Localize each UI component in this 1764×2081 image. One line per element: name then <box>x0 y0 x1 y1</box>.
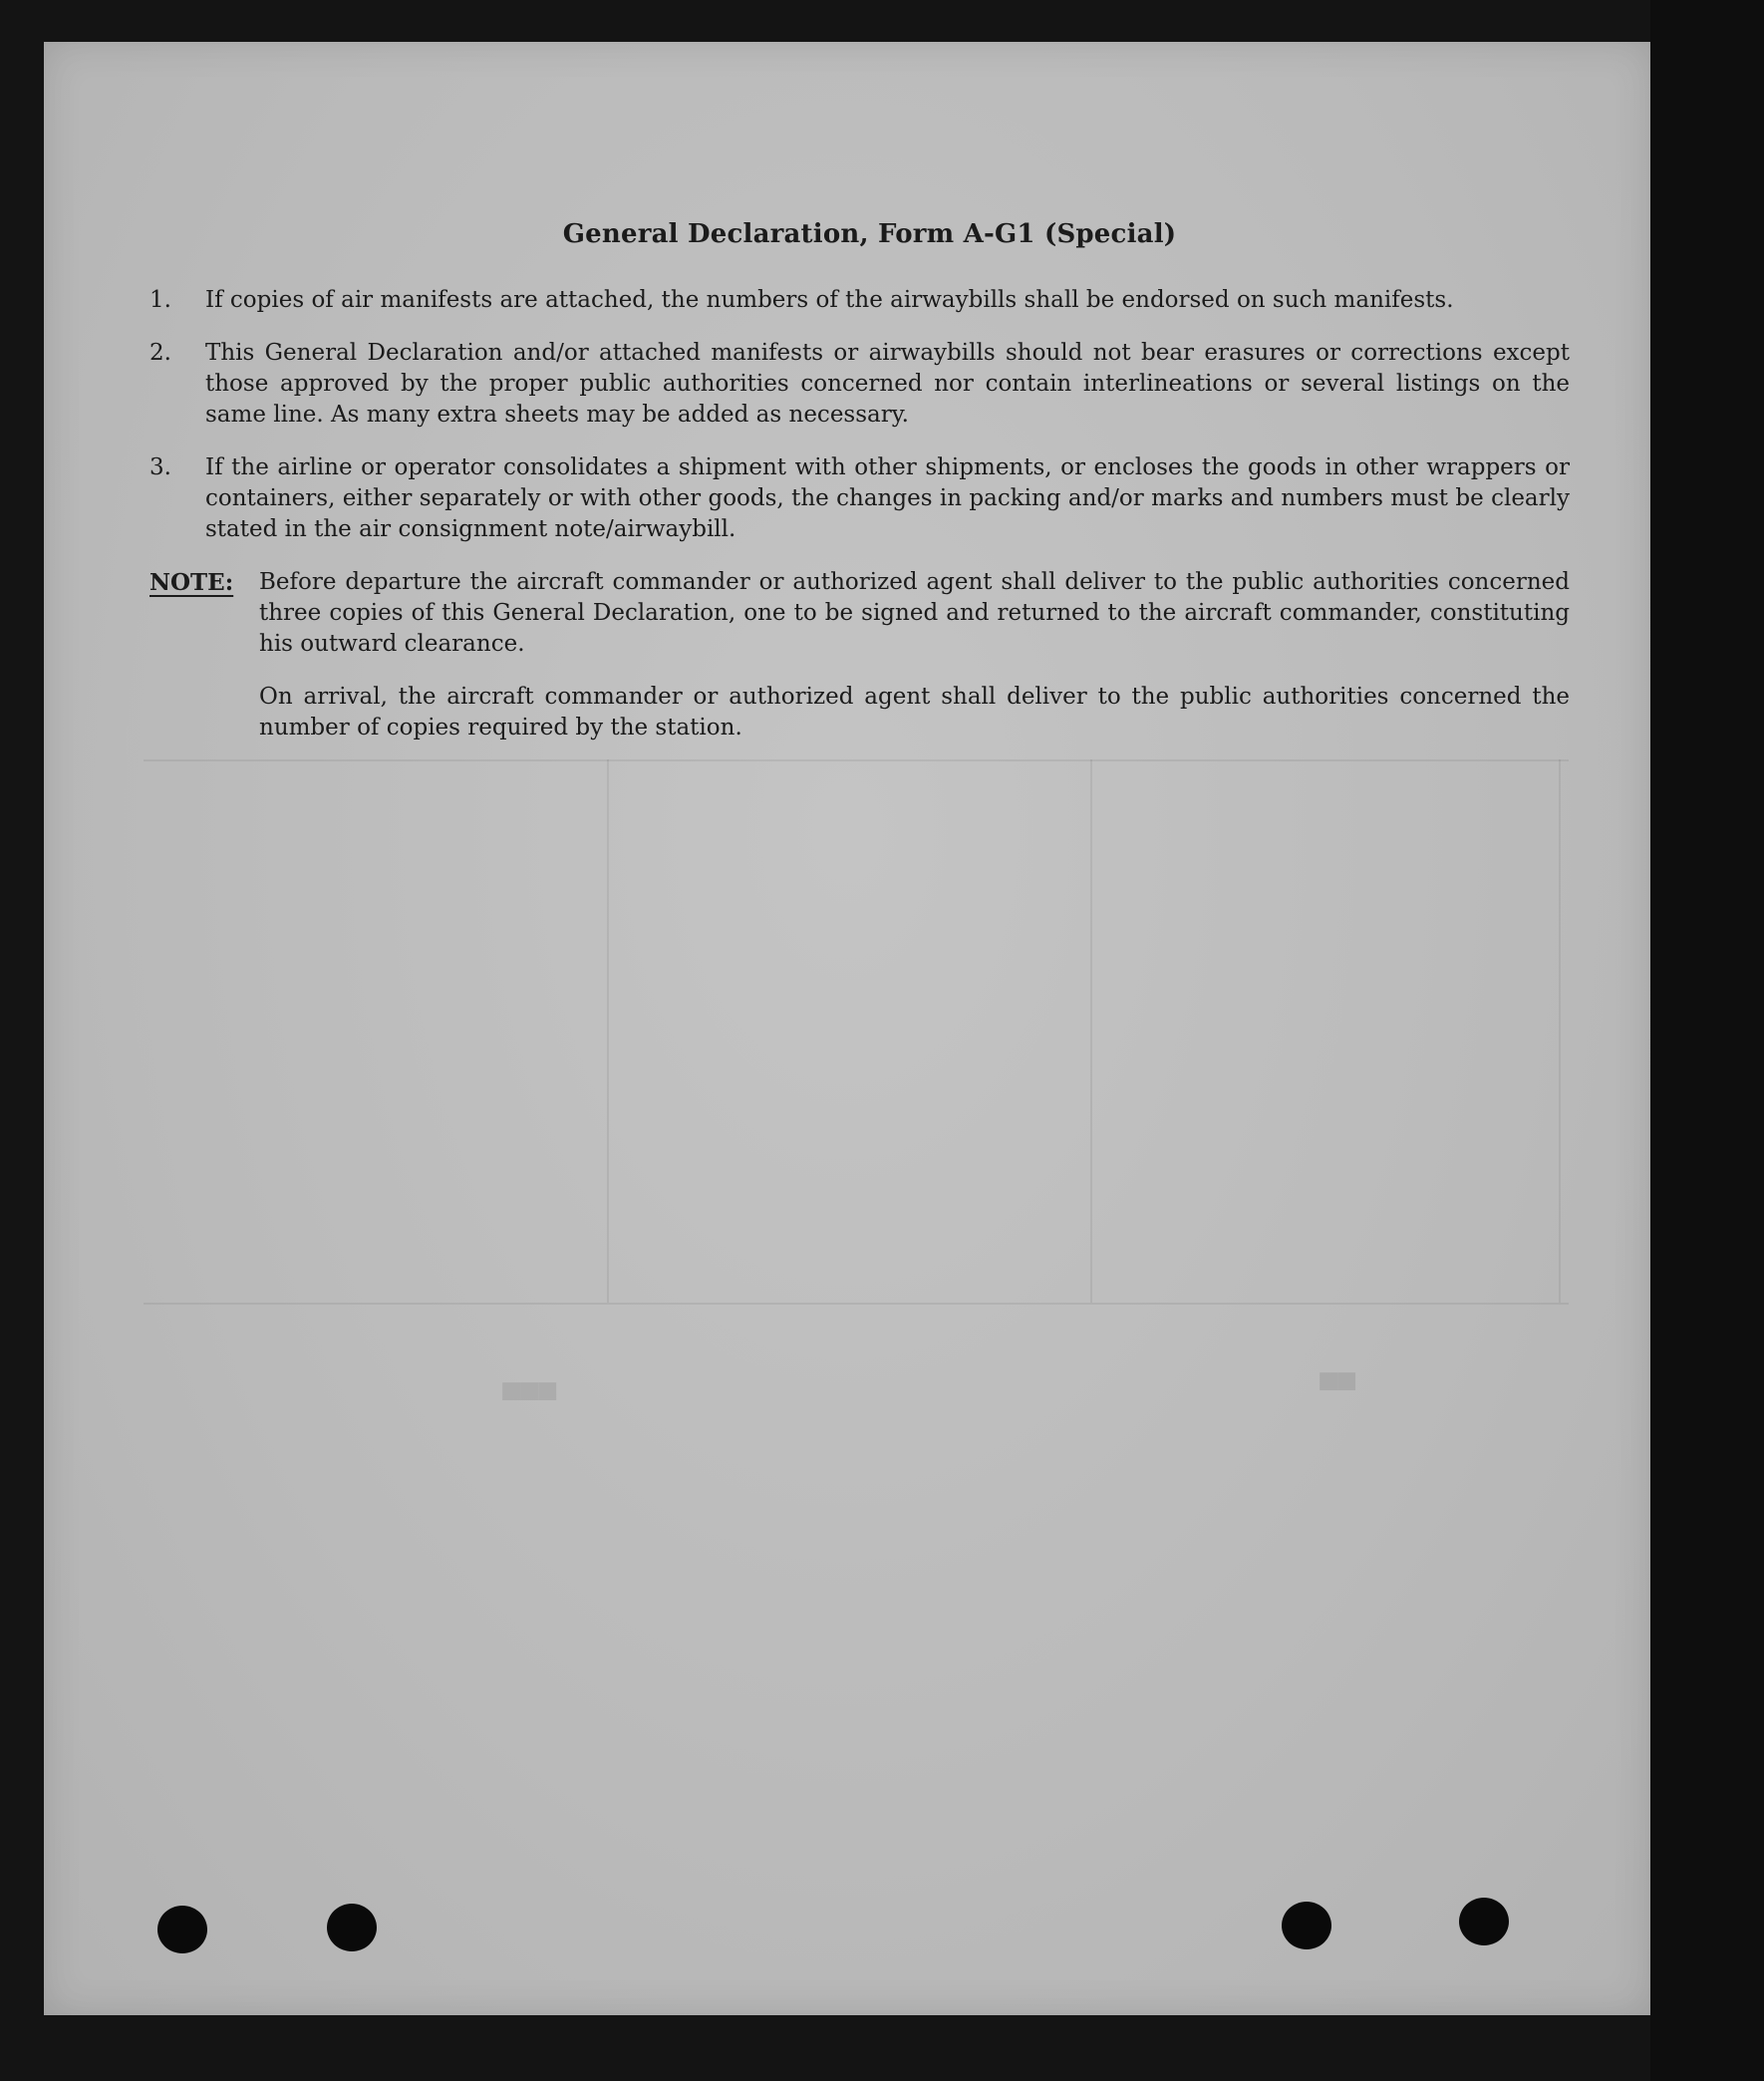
punch-hole <box>1459 1898 1509 1945</box>
item-number: 2. <box>149 340 171 366</box>
punch-hole <box>157 1906 207 1953</box>
bleed-through-line <box>144 1303 1569 1305</box>
instruction-item <box>149 285 1570 316</box>
punch-hole <box>327 1904 377 1951</box>
item-text: If copies of air manifests are attached, the numbers of the airwaybills shall be endorsed on such manifests. <box>205 287 1454 313</box>
bleed-through-text: ■■■ <box>502 1372 557 1407</box>
bleed-through-line <box>1559 759 1561 1303</box>
note-paragraph-2: On arrival, the aircraft commander or authorized agent shall deliver to the public authorities concerned the number of copies required by the station. <box>259 684 1570 741</box>
item-number: 3. <box>149 454 171 480</box>
note-label: NOTE: <box>149 569 234 596</box>
bleed-through-line <box>607 759 609 1303</box>
declaration-instructions <box>149 219 1570 743</box>
instruction-item <box>149 452 1570 545</box>
item-text: This General Declaration and/or attached manifests or airwaybills should not bear erasures or corrections except those approved by the proper public authorities concerned nor contain interlineations or several listings on the same line. As many extra sheets may be added as necessary. <box>205 340 1570 428</box>
punch-hole <box>1282 1902 1331 1949</box>
instruction-item <box>149 338 1570 431</box>
document-title: General Declaration, Form A-G1 (Special) <box>562 219 1177 249</box>
scan-border <box>1650 0 1764 2081</box>
bleed-through-line <box>144 759 1569 761</box>
note-paragraph-1: Before departure the aircraft commander or authorized agent shall deliver to the public authorities concerned three copies of this General Declaration, one to be signed and returned to the aircraft commander, constituting his outward clearance. <box>259 569 1570 657</box>
item-text: If the airline or operator consolidates a shipment with other shipments, or encloses the goods in other wrappers or containers, either separately or with other goods, the changes in packing and/or marks and numbers must be clearly stated in the air consignment note/airwaybill. <box>205 454 1570 542</box>
bleed-through-text: ■■ <box>1320 1362 1356 1397</box>
bleed-through-line <box>1090 759 1092 1303</box>
note-section <box>149 567 1570 660</box>
item-number: 1. <box>149 287 171 313</box>
